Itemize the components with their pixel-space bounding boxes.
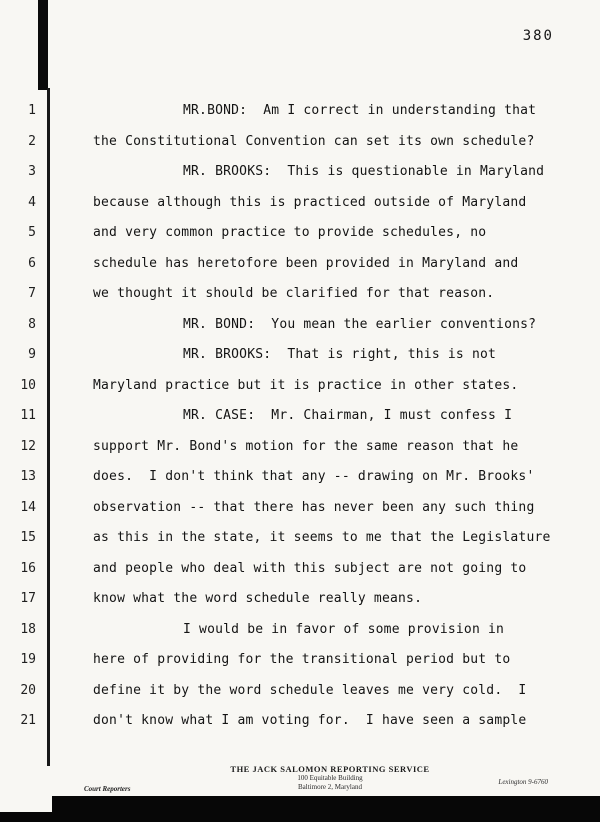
transcript-line — [0, 279, 600, 310]
line-number: 4 — [28, 194, 36, 210]
transcript-line — [0, 371, 600, 402]
line-number: 2 — [28, 133, 36, 149]
phone-label: Lexington 9-6760 — [498, 778, 548, 786]
transcript-line — [0, 96, 600, 127]
scan-edge-top-left — [38, 0, 48, 90]
line-number: 8 — [28, 316, 36, 332]
line-text: does. I don't think that any -- drawing on Mr. Brooks' — [93, 469, 535, 484]
line-number: 14 — [20, 499, 36, 515]
line-text: MR. BROOKS: That is right, this is not — [183, 347, 497, 362]
line-number: 1 — [28, 103, 36, 118]
reporting-service-name: THE JACK SALOMON REPORTING SERVICE — [230, 764, 430, 774]
line-number: 18 — [20, 621, 36, 637]
line-number: 6 — [28, 255, 36, 271]
line-text: schedule has heretofore been provided in Maryland and — [93, 255, 519, 271]
line-text: the Constitutional Convention can set its own schedule? — [93, 133, 535, 149]
line-number: 21 — [20, 713, 36, 728]
line-text: as this in the state, it seems to me that the Legislature — [93, 530, 551, 545]
transcript-line — [0, 218, 600, 249]
line-text: and people who deal with this subject are not going to — [93, 560, 527, 576]
line-number: 7 — [28, 286, 36, 301]
line-number: 10 — [20, 377, 36, 393]
line-text: because although this is practiced outside of Maryland — [93, 194, 527, 210]
transcript-line — [0, 188, 600, 219]
line-text: observation -- that there has never been any such thing — [93, 499, 535, 515]
line-text: don't know what I am voting for. I have seen a sample — [93, 713, 527, 728]
line-number: 19 — [20, 652, 36, 667]
transcript-line — [0, 401, 600, 432]
line-text: MR. BROOKS: This is questionable in Maryland — [183, 164, 545, 179]
transcript-line — [0, 615, 600, 646]
scan-edge-bottom-left — [0, 812, 52, 822]
transcript-line — [0, 340, 600, 371]
line-text: support Mr. Bond's motion for the same reason that he — [93, 438, 519, 454]
line-text: know what the word schedule really means. — [93, 591, 423, 606]
line-text: here of providing for the transitional period but to — [93, 652, 511, 667]
line-text: MR.BOND: Am I correct in understanding that — [183, 103, 537, 118]
line-number: 20 — [20, 682, 36, 698]
line-number: 12 — [20, 438, 36, 454]
line-text: MR. BOND: You mean the earlier conventions? — [183, 316, 537, 332]
transcript-line — [0, 157, 600, 188]
transcript-line — [0, 523, 600, 554]
line-number: 5 — [28, 225, 36, 240]
line-text: MR. CASE: Mr. Chairman, I must confess I — [183, 408, 513, 423]
line-number: 13 — [20, 469, 36, 484]
transcript-line — [0, 249, 600, 280]
line-number: 17 — [20, 591, 36, 606]
line-text: Maryland practice but it is practice in other states. — [93, 377, 519, 393]
transcript-line — [0, 462, 600, 493]
scan-edge-bottom — [52, 796, 600, 822]
transcript-lines — [0, 96, 600, 737]
transcript-line — [0, 493, 600, 524]
transcript-line — [0, 432, 600, 463]
line-number: 11 — [20, 408, 36, 423]
court-reporters-label: Court Reporters — [84, 785, 131, 793]
line-number: 16 — [20, 560, 36, 576]
line-number: 3 — [28, 164, 36, 179]
line-number: 15 — [20, 530, 36, 545]
transcript-line — [0, 676, 600, 707]
transcript-line — [0, 584, 600, 615]
line-text: define it by the word schedule leaves me very cold. I — [93, 682, 527, 698]
transcript-line — [0, 645, 600, 676]
transcript-line — [0, 706, 600, 737]
transcript-line — [0, 310, 600, 341]
transcript-line — [0, 554, 600, 585]
line-text: we thought it should be clarified for that reason. — [93, 286, 495, 301]
transcript-line — [0, 127, 600, 158]
page-number: 380 — [522, 28, 554, 44]
line-text: and very common practice to provide schedules, no — [93, 225, 487, 240]
reporting-service-address-2: Baltimore 2, Maryland — [298, 782, 362, 791]
reporting-service-address-1: 100 Equitable Building — [297, 774, 363, 782]
line-number: 9 — [28, 347, 36, 362]
line-text: I would be in favor of some provision in — [183, 621, 505, 637]
reporting-service-block — [170, 765, 490, 791]
